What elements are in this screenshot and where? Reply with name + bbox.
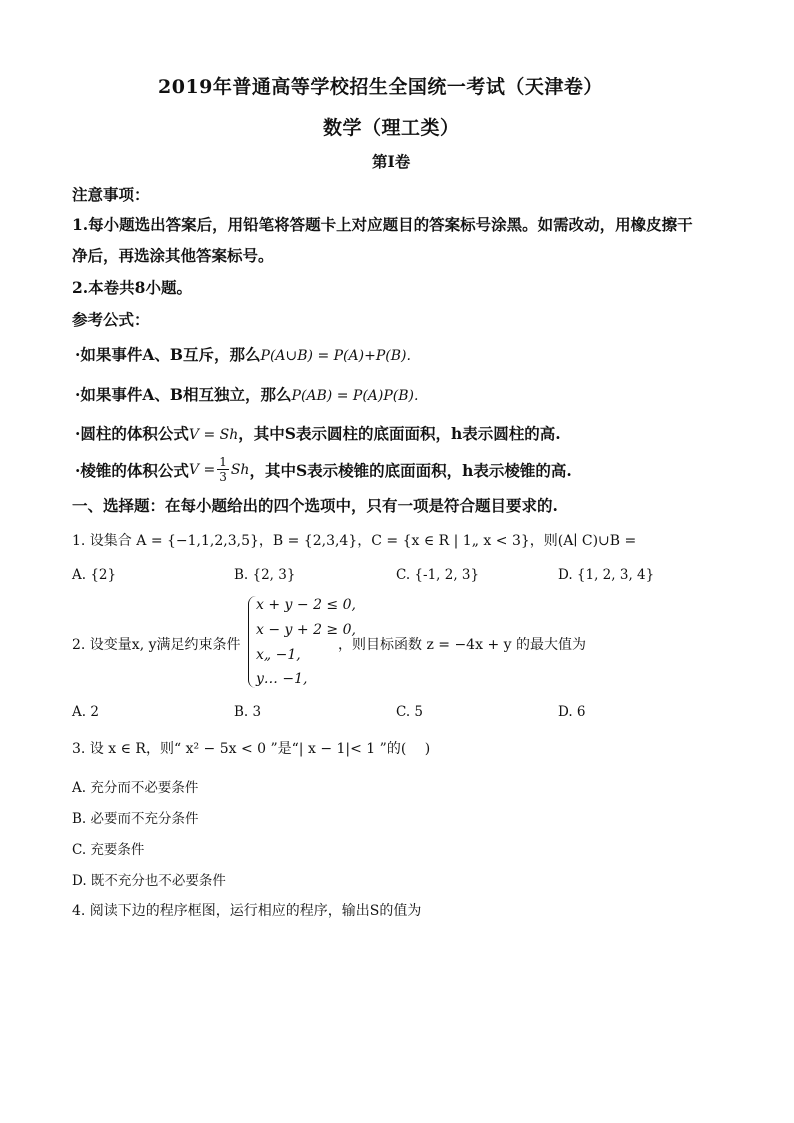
question-1-option-b: B. {2, 3} xyxy=(234,567,296,583)
constraint-2: x − y + 2 ≥ 0, xyxy=(256,622,356,638)
formula-3-rest: ，其中S表示圆柱的底面面积，h表示圆柱的高. xyxy=(238,424,561,443)
formula-3-text: ·圆柱的体积公式 xyxy=(75,424,189,443)
fraction-denominator: 3 xyxy=(219,470,227,484)
paper-title: 2019年普通高等学校招生全国统一考试（天津卷） xyxy=(158,76,603,98)
constraint-1: x + y − 2 ≤ 0, xyxy=(256,597,356,613)
formula-4-rest: ，其中S表示棱锥的底面面积，h表示棱锥的高. xyxy=(249,460,572,480)
fraction-numerator: 1 xyxy=(219,455,227,469)
formula-3 xyxy=(75,422,561,444)
notice-item-1-line-2: 净后，再选涂其他答案标号。 xyxy=(72,246,274,265)
question-2-option-d: D. 6 xyxy=(558,704,586,720)
question-4-stem: 4. 阅读下边的程序框图，运行相应的程序，输出S的值为 xyxy=(72,903,422,919)
question-2-option-a: A. 2 xyxy=(72,704,99,720)
formula-4 xyxy=(75,455,572,484)
question-1-option-a: A. {2} xyxy=(72,567,117,583)
formulas-heading: 参考公式： xyxy=(72,310,150,329)
question-3-option-d: D. 既不充分也不必要条件 xyxy=(72,873,226,889)
question-3-option-c: C. 充要条件 xyxy=(72,842,145,858)
notice-item-1-line-1: 1.每小题选出答案后，用铅笔将答题卡上对应题目的答案标号涂黑。如需改动，用橡皮擦干 xyxy=(72,215,693,234)
question-2-stem-right: ，则目标函数 z = −4x + y 的最大值为 xyxy=(338,637,586,653)
notice-item-2: 2.本卷共8小题。 xyxy=(72,278,192,297)
question-3-option-b: B. 必要而不充分条件 xyxy=(72,811,199,827)
question-1-option-c: C. {-1, 2, 3} xyxy=(396,567,480,583)
question-1-option-d: D. {1, 2, 3, 4} xyxy=(558,567,655,583)
formula-2 xyxy=(75,383,418,405)
constraint-3: x„ −1, xyxy=(256,647,301,663)
constraint-4: y… −1, xyxy=(256,671,308,687)
question-3-stem: 3. 设 x ∈ R，则“ x² − 5x < 0 ”是“| x − 1|< 1 ”的( ) xyxy=(72,741,431,757)
formula-4-fraction xyxy=(217,455,229,484)
formula-1 xyxy=(75,343,411,365)
formula-1-text: ·如果事件A、B互斥，那么 xyxy=(75,345,261,364)
question-2-option-b: B. 3 xyxy=(234,704,262,720)
paper-subtitle: 数学（理工类） xyxy=(323,117,460,139)
formula-4-text: ·棱锥的体积公式 xyxy=(75,460,189,480)
question-3-option-a: A. 充分而不必要条件 xyxy=(72,780,199,796)
formula-2-text: ·如果事件A、B相互独立，那么 xyxy=(75,385,292,404)
question-1-stem: 1. 设集合 A = {−1,1,2,3,5}，B = {2,3,4}，C = {x ∈ R | 1„ x < 3}，则(A∣ C)∪B = xyxy=(72,533,637,549)
formula-2-math: P(AB) = P(A)P(B). xyxy=(291,388,419,404)
section-label: 第Ⅰ卷 xyxy=(372,152,411,171)
formula-3-math: V = Sh xyxy=(188,427,239,443)
formula-4-rhs: Sh xyxy=(230,461,250,478)
question-2-option-c: C. 5 xyxy=(396,704,424,720)
question-2-stem-left: 2. 设变量x, y满足约束条件 xyxy=(72,637,241,653)
notice-heading: 注意事项： xyxy=(72,185,150,204)
formula-4-lhs: V = xyxy=(188,461,216,478)
formula-1-math: P(A∪B) = P(A)+P(B). xyxy=(260,348,411,364)
part-1-heading: 一、选择题：在每小题给出的四个选项中，只有一项是符合题目要求的. xyxy=(72,496,558,515)
